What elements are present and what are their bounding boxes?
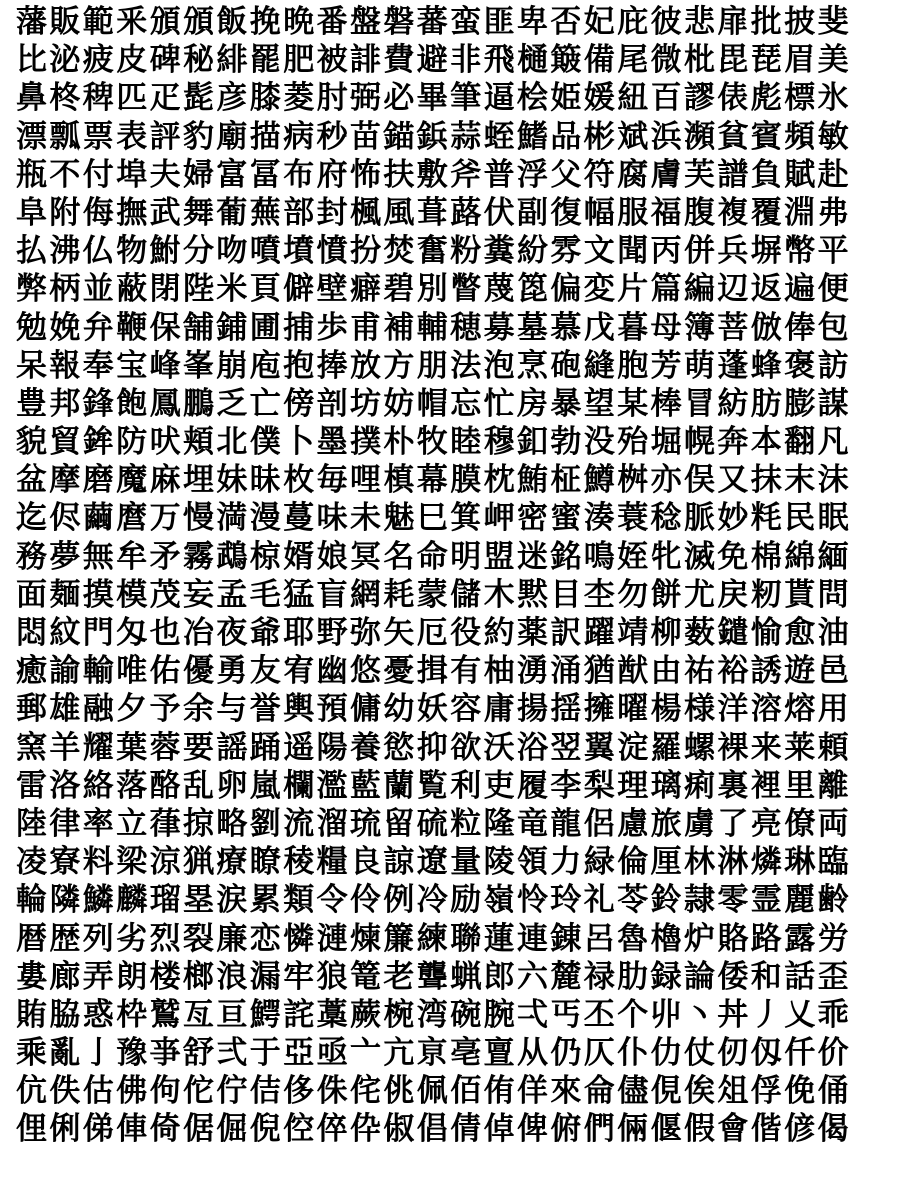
kanji-row: 迄侭繭麿万慢満漫蔓味未魅巳箕岬密蜜湊蓑稔脈妙粍民眠 (16, 500, 851, 537)
kanji-row: 婁廊弄朗楼榔浪漏牢狼篭老聾蝋郎六麓禄肋録論倭和話歪 (16, 958, 851, 995)
kanji-row: 勉娩弁鞭保舗鋪圃捕歩甫補輔穂募墓慕戊暮母簿菩倣俸包 (16, 309, 851, 346)
kanji-row: 賄脇惑枠鷲亙亘鰐詫藁蕨椀湾碗腕弌丐丕个丱丶丼丿乂乖 (16, 996, 851, 1033)
kanji-row: 郵雄融夕予余与誉輿預傭幼妖容庸揚揺擁曜楊様洋溶熔用 (16, 691, 851, 728)
kanji-row: 貌貿鉾防吠頬北僕卜墨撲朴牧睦穆釦勃没殆堀幌奔本翻凡 (16, 424, 851, 461)
kanji-row: 藩販範釆頒頒飯挽晩番盤磐蕃蛮匪卑否妃庇彼悲扉批披斐 (16, 4, 851, 40)
kanji-row: 癒諭輸唯佑優勇友宥幽悠憂揖有柚湧涌猶猷由祐裕誘遊邑 (16, 653, 851, 690)
kanji-row: 瓶不付埠夫婦富冨布府怖扶敷斧普浮父符腐膚芙譜負賦赴 (16, 156, 851, 193)
kanji-row: 凌寮料梁涼猟療瞭稜糧良諒遼量陵領力緑倫厘林淋燐琳臨 (16, 844, 851, 881)
kanji-row: 阜附侮撫武舞葡蕪部封楓風葺蕗伏副復幅服福腹複覆淵弗 (16, 194, 851, 231)
kanji-row: 豊邦鋒飽鳳鵬乏亡傍剖坊妨帽忘忙房暴望某棒冒紡肪膨謀 (16, 385, 851, 422)
kanji-row: 務夢無牟矛霧鵡椋婿娘冥名命明盟迷銘鳴姪牝滅免棉綿緬 (16, 538, 851, 575)
kanji-row: 暦歴列劣烈裂廉恋憐漣煉簾練聯蓮連錬呂魯櫓炉賂路露労 (16, 920, 851, 957)
kanji-row: 俚俐俤俥倚倨倔倪倥倅伜俶倡倩倬俾俯們倆偃假會偕偐偈 (16, 1111, 851, 1148)
kanji-row: 輪隣鱗麟瑠塁涙累類令伶例冷励嶺怜玲礼苓鈴隷零霊麗齢 (16, 882, 851, 919)
kanji-row: 伉佚估佛佝佗佇佶侈侏侘佻佩佰侑佯來侖儘俔俟俎俘俛俑 (16, 1073, 851, 1110)
kanji-row: 面麺摸模茂妄孟毛猛盲網耗蒙儲木黙目杢勿餅尤戻籾貰問 (16, 576, 851, 613)
kanji-row: 悶紋門匁也冶夜爺耶野弥矢厄役約薬訳躍靖柳薮鑓愉愈油 (16, 615, 851, 651)
kanji-row: 弊柄並蔽閉陛米頁僻壁癖碧別瞥蔑箆偏変片篇編辺返遍便 (16, 271, 851, 308)
kanji-row: 鼻柊稗匹疋髭彦膝菱肘弼必畢筆逼桧姫媛紐百謬俵彪標氷 (16, 80, 851, 117)
kanji-row: 窯羊耀葉蓉要謡踊遥陽養慾抑欲沃浴翌翼淀羅螺裸来莱頼 (16, 729, 851, 766)
kanji-row: 乘亂亅豫亊舒弍于亞亟亠亢亰亳亶从仍仄仆仂仗仞仭仟价 (16, 1035, 851, 1072)
kanji-row: 盆摩磨魔麻埋妹昧枚毎哩槙幕膜枕鮪柾鱒桝亦俣又抹末沫 (16, 462, 851, 499)
kanji-row: 呆報奉宝峰峯崩庖抱捧放方朋法泡烹砲縫胞芳萌蓬蜂褒訪 (16, 347, 851, 384)
kanji-row: 雷洛絡落酪乱卵嵐欄濫藍蘭覧利吏履李梨理璃痢裏裡里離 (16, 767, 851, 804)
kanji-row: 陸律率立葎掠略劉流溜琉留硫粒隆竜龍侶慮旅虜了亮僚両 (16, 805, 851, 842)
kanji-row: 比泌疲皮碑秘緋罷肥被誹費避非飛樋簸備尾微枇毘琵眉美 (16, 42, 851, 79)
kanji-row: 漂瓢票表評豹廟描病秒苗錨鋲蒜蛭鰭品彬斌浜瀕貧賓頻敏 (16, 118, 851, 155)
kanji-row: 払沸仏物鮒分吻噴墳憤扮焚奮粉糞紛雰文聞丙併兵塀幣平 (16, 233, 851, 270)
